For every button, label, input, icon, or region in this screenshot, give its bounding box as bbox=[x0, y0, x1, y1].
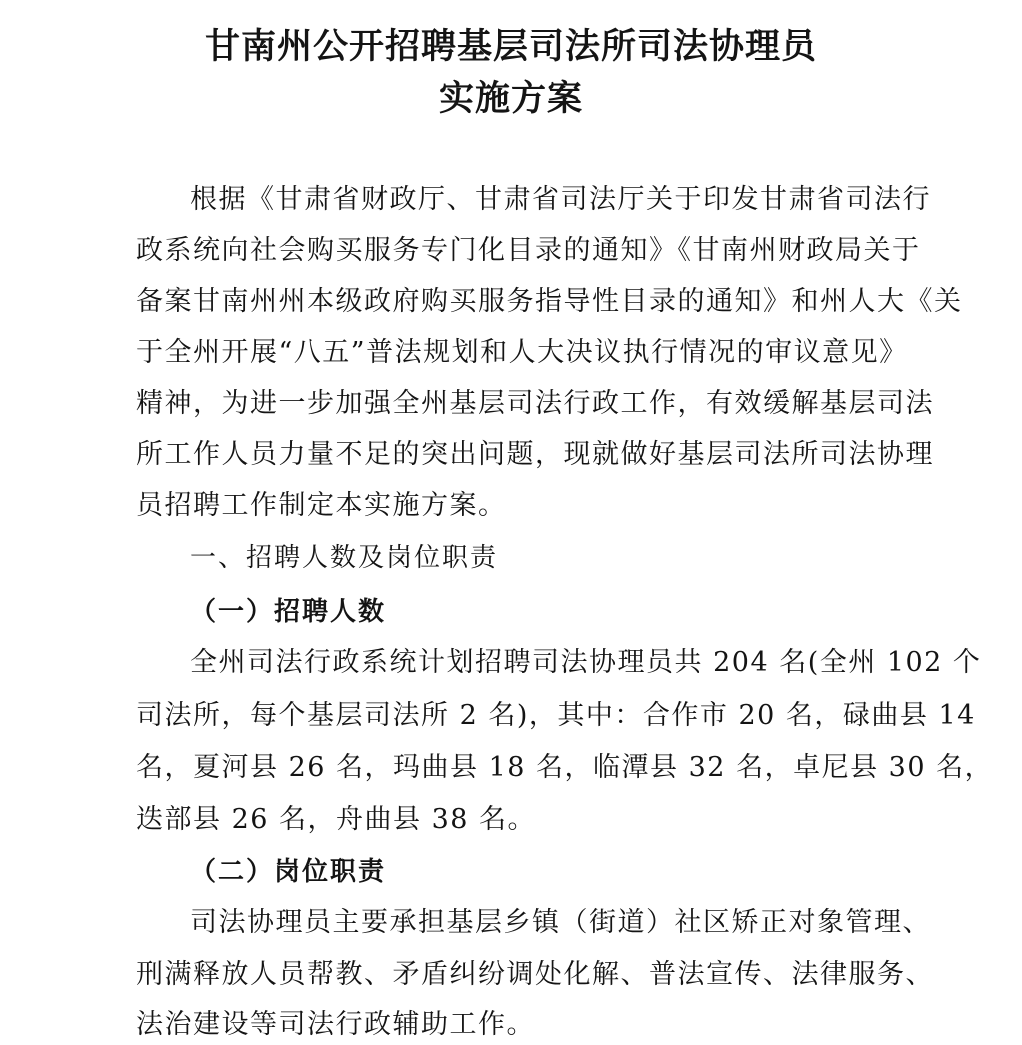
intro-line-7: 员招聘工作制定本实施方案。 bbox=[136, 490, 507, 521]
subsection-2-line-1: 司法协理员主要承担基层乡镇（街道）社区矫正对象管理、 bbox=[190, 907, 931, 938]
subsection-1-line-1: 全州司法行政系统计划招聘司法协理员共 204 名(全州 102 个 bbox=[190, 647, 982, 678]
intro-line-5: 精神，为进一步加强全州基层司法行政工作，有效缓解基层司法 bbox=[136, 388, 934, 419]
intro-line-2: 政系统向社会购买服务专门化目录的通知》《甘南州财政局关于 bbox=[136, 235, 921, 266]
section-heading-1: 一、招聘人数及岗位职责 bbox=[190, 543, 499, 573]
subsection-heading-2: （二）岗位职责 bbox=[190, 857, 387, 887]
subsection-1-line-3: 名，夏河县 26 名，玛曲县 18 名，临潭县 32 名，卓尼县 30 名， bbox=[136, 752, 994, 783]
subsection-2-line-3: 法治建设等司法行政辅助工作。 bbox=[136, 1009, 535, 1040]
subsection-1-line-4: 迭部县 26 名，舟曲县 38 名。 bbox=[136, 804, 537, 835]
intro-line-1: 根据《甘肃省财政厅、甘肃省司法厅关于印发甘肃省司法行 bbox=[190, 184, 931, 215]
subsection-2-line-2: 刑满释放人员帮教、矛盾纠纷调处化解、普法宣传、法律服务、 bbox=[136, 959, 934, 990]
intro-line-6: 所工作人员力量不足的突出问题，现就做好基层司法所司法协理 bbox=[136, 439, 934, 470]
document-title-line-1: 甘南州公开招聘基层司法所司法协理员 bbox=[204, 26, 817, 67]
document-title-line-2: 实施方案 bbox=[438, 78, 583, 119]
subsection-1-line-2: 司法所，每个基层司法所 2 名)，其中：合作市 20 名，碌曲县 14 bbox=[136, 700, 976, 731]
subsection-heading-1: （一）招聘人数 bbox=[190, 597, 387, 627]
intro-line-4: 于全州开展“八五”普法规划和人大决议执行情况的审议意见》 bbox=[136, 337, 908, 368]
intro-line-3: 备案甘南州州本级政府购买服务指导性目录的通知》和州人大《关 bbox=[136, 286, 963, 317]
